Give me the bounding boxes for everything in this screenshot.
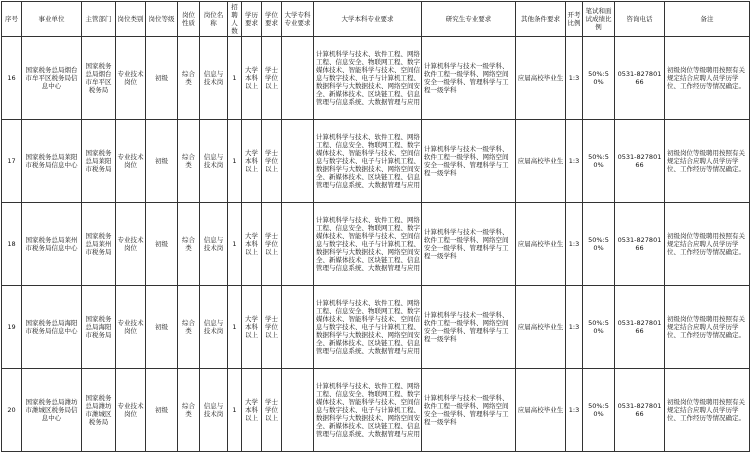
bachelor-major-text: 计算机科学与技术、软件工程、网络工程、信息安全、物联网工程、数字媒体技术、智能科学与技术、空间信息与数字技术、电子与计算机工程、数据科学与大数据技术、网络空间安全、新媒体技术、区块链工程、信息管理与信息系统、大数据管理与应用 bbox=[316, 382, 420, 438]
cell-seq: 20 bbox=[2, 369, 22, 452]
cell-seq: 19 bbox=[2, 286, 22, 369]
header-bachelor-major: 大学本科专业要求 bbox=[314, 2, 422, 37]
cell-other-conditions: 应届高校毕业生 bbox=[516, 369, 566, 452]
cell-college-major bbox=[282, 286, 314, 369]
cell-unit: 国家税务总局莱州市税务局信息中心 bbox=[22, 203, 82, 286]
cell-other-conditions: 应届高校毕业生 bbox=[516, 286, 566, 369]
cell-post-level: 初级 bbox=[146, 37, 178, 120]
cell-phone: 0531-82780166 bbox=[615, 120, 665, 203]
header-seq: 序号 bbox=[2, 2, 22, 37]
table-row bbox=[2, 369, 750, 452]
cell-remark: 初级岗位等级聘用按照有关规定结合应聘人员学历学位、工作经历等情况确定。 bbox=[665, 120, 750, 203]
cell-remark: 初级岗位等级聘用按照有关规定结合应聘人员学历学位、工作经历等情况确定。 bbox=[665, 37, 750, 120]
cell-degree: 学士学位以上 bbox=[262, 203, 282, 286]
cell-remark: 初级岗位等级聘用按照有关规定结合应聘人员学历学位、工作经历等情况确定。 bbox=[665, 369, 750, 452]
cell-education: 大学本科以上 bbox=[242, 286, 262, 369]
cell-college-major bbox=[282, 203, 314, 286]
cell-degree: 学士学位以上 bbox=[262, 37, 282, 120]
cell-bachelor-major bbox=[314, 369, 422, 452]
cell-phone: 0531-82780166 bbox=[615, 203, 665, 286]
cell-exam-ratio-open: 1:3 bbox=[566, 203, 583, 286]
cell-dept: 国家税务总局海阳市税务局 bbox=[82, 286, 116, 369]
cell-graduate-major: 计算机科学与技术一级学科、软件工程一级学科、网络空间安全一级学科、管理科学与工程一级学科 bbox=[422, 286, 516, 369]
cell-other-conditions: 应届高校毕业生 bbox=[516, 120, 566, 203]
cell-dept: 国家税务总局潍坊市潍城区税务局 bbox=[82, 369, 116, 452]
cell-unit: 国家税务总局潍坊市潍城区税务局信息中心 bbox=[22, 369, 82, 452]
cell-post-nature: 综合类 bbox=[178, 203, 200, 286]
cell-post-category: 专业技术岗位 bbox=[116, 37, 146, 120]
cell-score-ratio: 50%:50% bbox=[583, 203, 615, 286]
bachelor-major-text: 计算机科学与技术、软件工程、网络工程、信息安全、物联网工程、数字媒体技术、智能科学与技术、空间信息与数字技术、电子与计算机工程、数据科学与大数据技术、网络空间安全、新媒体技术、区块链工程、信息管理与信息系统、大数据管理与应用 bbox=[316, 133, 420, 189]
cell-post-level: 初级 bbox=[146, 120, 178, 203]
cell-exam-ratio-open: 1:3 bbox=[566, 120, 583, 203]
header-education: 学历要求 bbox=[242, 2, 262, 37]
cell-education: 大学本科以上 bbox=[242, 37, 262, 120]
cell-graduate-major: 计算机科学与技术一级学科、软件工程一级学科、网络空间安全一级学科、管理科学与工程一级学科 bbox=[422, 369, 516, 452]
cell-degree: 学士学位以上 bbox=[262, 286, 282, 369]
cell-exam-ratio-open: 1:3 bbox=[566, 369, 583, 452]
cell-recruit-number: 1 bbox=[228, 286, 242, 369]
cell-education: 大学本科以上 bbox=[242, 120, 262, 203]
cell-post-nature: 综合类 bbox=[178, 286, 200, 369]
cell-phone: 0531-82780166 bbox=[615, 369, 665, 452]
cell-graduate-major: 计算机科学与技术一级学科、软件工程一级学科、网络空间安全一级学科、管理科学与工程一级学科 bbox=[422, 120, 516, 203]
bachelor-major-text: 计算机科学与技术、软件工程、网络工程、信息安全、物联网工程、数字媒体技术、智能科学与技术、空间信息与数字技术、电子与计算机工程、数据科学与大数据技术、网络空间安全、新媒体技术、区块链工程、信息管理与信息系统、大数据管理与应用 bbox=[316, 50, 420, 106]
header-recruit-number: 招聘人数 bbox=[228, 2, 242, 37]
cell-dept: 国家税务总局烟台市牟平区税务局 bbox=[82, 37, 116, 120]
cell-recruit-number: 1 bbox=[228, 203, 242, 286]
cell-post-name: 信息与技术岗 bbox=[200, 286, 228, 369]
bachelor-major-text: 计算机科学与技术、软件工程、网络工程、信息安全、物联网工程、数字媒体技术、智能科学与技术、空间信息与数字技术、电子与计算机工程、数据科学与大数据技术、网络空间安全、新媒体技术、区块链工程、信息管理与信息系统、大数据管理与应用 bbox=[316, 299, 420, 355]
cell-college-major bbox=[282, 120, 314, 203]
cell-post-nature: 综合类 bbox=[178, 120, 200, 203]
cell-remark: 初级岗位等级聘用按照有关规定结合应聘人员学历学位、工作经历等情况确定。 bbox=[665, 203, 750, 286]
cell-recruit-number: 1 bbox=[228, 37, 242, 120]
cell-seq: 18 bbox=[2, 203, 22, 286]
header-other-conditions: 其他条件要求 bbox=[516, 2, 566, 37]
cell-other-conditions: 应届高校毕业生 bbox=[516, 203, 566, 286]
cell-bachelor-major bbox=[314, 286, 422, 369]
cell-post-level: 初级 bbox=[146, 286, 178, 369]
cell-graduate-major: 计算机科学与技术一级学科、软件工程一级学科、网络空间安全一级学科、管理科学与工程一级学科 bbox=[422, 37, 516, 120]
cell-unit: 国家税务总局海阳市税务局信息中心 bbox=[22, 286, 82, 369]
cell-seq: 16 bbox=[2, 37, 22, 120]
cell-bachelor-major bbox=[314, 203, 422, 286]
cell-post-name: 信息与技术岗 bbox=[200, 203, 228, 286]
header-graduate-major: 研究生专业要求 bbox=[422, 2, 516, 37]
cell-post-name: 信息与技术岗 bbox=[200, 120, 228, 203]
header-post-level: 岗位等级 bbox=[146, 2, 178, 37]
header-post-category: 岗位类别 bbox=[116, 2, 146, 37]
cell-dept: 国家税务总局莱州市税务局 bbox=[82, 203, 116, 286]
cell-post-name: 信息与技术岗 bbox=[200, 369, 228, 452]
header-college-major: 大学专科专业要求 bbox=[282, 2, 314, 37]
cell-degree: 学士学位以上 bbox=[262, 369, 282, 452]
cell-post-name: 信息与技术岗 bbox=[200, 37, 228, 120]
table-row bbox=[2, 286, 750, 369]
cell-post-level: 初级 bbox=[146, 203, 178, 286]
cell-college-major bbox=[282, 369, 314, 452]
cell-score-ratio: 50%:50% bbox=[583, 369, 615, 452]
cell-score-ratio: 50%:50% bbox=[583, 37, 615, 120]
header-unit: 事业单位 bbox=[22, 2, 82, 37]
cell-college-major bbox=[282, 37, 314, 120]
header-degree: 学位要求 bbox=[262, 2, 282, 37]
cell-phone: 0531-82780166 bbox=[615, 37, 665, 120]
cell-post-level: 初级 bbox=[146, 369, 178, 452]
header-post-nature: 岗位性质 bbox=[178, 2, 200, 37]
cell-recruit-number: 1 bbox=[228, 120, 242, 203]
header-phone: 咨询电话 bbox=[615, 2, 665, 37]
recruitment-table bbox=[1, 1, 750, 452]
cell-bachelor-major bbox=[314, 120, 422, 203]
header-score-ratio: 笔试和面试成绩比例 bbox=[583, 2, 615, 37]
header-exam-ratio-open: 开考比例 bbox=[566, 2, 583, 37]
cell-seq: 17 bbox=[2, 120, 22, 203]
cell-post-category: 专业技术岗位 bbox=[116, 120, 146, 203]
cell-post-nature: 综合类 bbox=[178, 369, 200, 452]
header-row bbox=[2, 2, 750, 37]
cell-post-nature: 综合类 bbox=[178, 37, 200, 120]
bachelor-major-text: 计算机科学与技术、软件工程、网络工程、信息安全、物联网工程、数字媒体技术、智能科学与技术、空间信息与数字技术、电子与计算机工程、数据科学与大数据技术、网络空间安全、新媒体技术、区块链工程、信息管理与信息系统、大数据管理与应用 bbox=[316, 216, 420, 272]
cell-post-category: 专业技术岗位 bbox=[116, 286, 146, 369]
header-dept: 主管部门 bbox=[82, 2, 116, 37]
cell-recruit-number: 1 bbox=[228, 369, 242, 452]
cell-bachelor-major bbox=[314, 37, 422, 120]
cell-degree: 学士学位以上 bbox=[262, 120, 282, 203]
cell-phone: 0531-82780166 bbox=[615, 286, 665, 369]
table-row bbox=[2, 37, 750, 120]
cell-exam-ratio-open: 1:3 bbox=[566, 37, 583, 120]
header-remark: 备注 bbox=[665, 2, 750, 37]
cell-exam-ratio-open: 1:3 bbox=[566, 286, 583, 369]
header-post-name: 岗位名称 bbox=[200, 2, 228, 37]
cell-other-conditions: 应届高校毕业生 bbox=[516, 37, 566, 120]
cell-score-ratio: 50%:50% bbox=[583, 286, 615, 369]
table-row bbox=[2, 203, 750, 286]
table-row bbox=[2, 120, 750, 203]
cell-education: 大学本科以上 bbox=[242, 203, 262, 286]
cell-remark: 初级岗位等级聘用按照有关规定结合应聘人员学历学位、工作经历等情况确定。 bbox=[665, 286, 750, 369]
cell-dept: 国家税务总局莱阳市税务局 bbox=[82, 120, 116, 203]
cell-score-ratio: 50%:50% bbox=[583, 120, 615, 203]
cell-unit: 国家税务总局烟台市牟平区税务局信息中心 bbox=[22, 37, 82, 120]
cell-post-category: 专业技术岗位 bbox=[116, 369, 146, 452]
cell-post-category: 专业技术岗位 bbox=[116, 203, 146, 286]
cell-graduate-major: 计算机科学与技术一级学科、软件工程一级学科、网络空间安全一级学科、管理科学与工程一级学科 bbox=[422, 203, 516, 286]
cell-unit: 国家税务总局莱阳市税务局信息中心 bbox=[22, 120, 82, 203]
cell-education: 大学本科以上 bbox=[242, 369, 262, 452]
